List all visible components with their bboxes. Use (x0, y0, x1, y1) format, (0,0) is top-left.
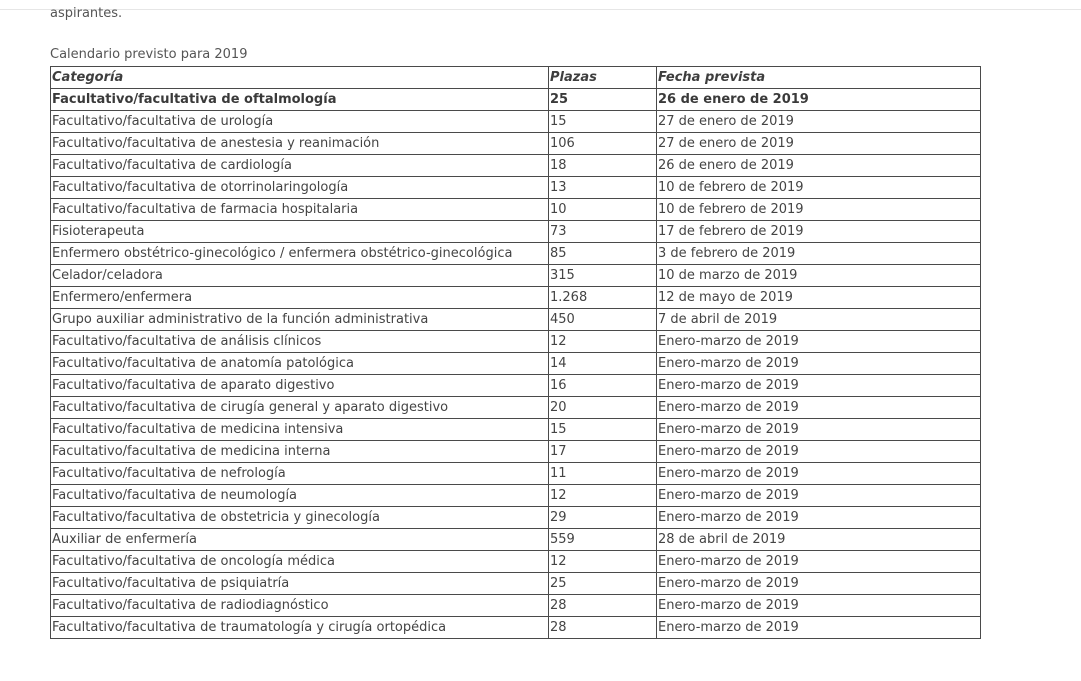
cell-categoria: Facultativo/facultativa de medicina interna (51, 441, 549, 463)
cell-fecha: 7 de abril de 2019 (657, 309, 981, 331)
cell-fecha: 28 de abril de 2019 (657, 529, 981, 551)
table-row (51, 133, 981, 155)
cell-categoria: Enfermero obstétrico-ginecológico / enfermera obstétrico-ginecológica (51, 243, 549, 265)
cell-fecha: Enero-marzo de 2019 (657, 507, 981, 529)
cell-categoria: Facultativo/facultativa de anestesia y reanimación (51, 133, 549, 155)
cell-categoria: Facultativo/facultativa de obstetricia y ginecología (51, 507, 549, 529)
cell-fecha: Enero-marzo de 2019 (657, 419, 981, 441)
table-row (51, 243, 981, 265)
cell-categoria: Facultativo/facultativa de nefrología (51, 463, 549, 485)
cell-categoria: Facultativo/facultativa de aparato digestivo (51, 375, 549, 397)
cell-plazas: 12 (549, 331, 657, 353)
cell-categoria: Facultativo/facultativa de traumatología y cirugía ortopédica (51, 617, 549, 639)
table-row (51, 375, 981, 397)
cell-plazas: 11 (549, 463, 657, 485)
cell-categoria: Facultativo/facultativa de neumología (51, 485, 549, 507)
cell-fecha: 10 de febrero de 2019 (657, 199, 981, 221)
cell-fecha: 12 de mayo de 2019 (657, 287, 981, 309)
cell-plazas: 28 (549, 595, 657, 617)
header-categoria: Categoría (51, 67, 549, 89)
table-row (51, 573, 981, 595)
cell-categoria: Facultativo/facultativa de psiquiatría (51, 573, 549, 595)
cell-plazas: 559 (549, 529, 657, 551)
table-row (51, 441, 981, 463)
cell-categoria: Facultativo/facultativa de urología (51, 111, 549, 133)
table-row (51, 331, 981, 353)
cell-plazas: 28 (549, 617, 657, 639)
table-caption: Calendario previsto para 2019 (50, 47, 248, 62)
header-plazas: Plazas (549, 67, 657, 89)
cell-plazas: 25 (549, 573, 657, 595)
cell-plazas: 106 (549, 133, 657, 155)
cell-fecha: 17 de febrero de 2019 (657, 221, 981, 243)
cell-plazas: 315 (549, 265, 657, 287)
cell-plazas: 12 (549, 551, 657, 573)
cell-fecha: Enero-marzo de 2019 (657, 397, 981, 419)
cell-plazas: 25 (549, 89, 657, 111)
cell-plazas: 1.268 (549, 287, 657, 309)
cell-plazas: 16 (549, 375, 657, 397)
table-row (51, 419, 981, 441)
cell-categoria: Facultativo/facultativa de análisis clínicos (51, 331, 549, 353)
cell-plazas: 18 (549, 155, 657, 177)
cell-categoria: Facultativo/facultativa de otorrinolaringología (51, 177, 549, 199)
table-row (51, 617, 981, 639)
cell-fecha: Enero-marzo de 2019 (657, 485, 981, 507)
intro-text-tail: aspirantes. (50, 6, 123, 21)
cell-plazas: 10 (549, 199, 657, 221)
cell-plazas: 450 (549, 309, 657, 331)
cell-fecha: Enero-marzo de 2019 (657, 573, 981, 595)
table-body (51, 89, 981, 639)
calendar-table (50, 66, 981, 639)
table-row (51, 199, 981, 221)
cell-fecha: 10 de marzo de 2019 (657, 265, 981, 287)
cell-fecha: Enero-marzo de 2019 (657, 595, 981, 617)
top-divider (0, 9, 1081, 10)
cell-plazas: 12 (549, 485, 657, 507)
cell-fecha: 26 de enero de 2019 (657, 89, 981, 111)
cell-categoria: Facultativo/facultativa de oncología médica (51, 551, 549, 573)
cell-plazas: 20 (549, 397, 657, 419)
table-row (51, 353, 981, 375)
cell-fecha: 10 de febrero de 2019 (657, 177, 981, 199)
table-row (51, 89, 981, 111)
table-row (51, 485, 981, 507)
table-row (51, 397, 981, 419)
header-fecha-prevista: Fecha prevista (657, 67, 981, 89)
table-row (51, 595, 981, 617)
table-header-row (51, 67, 981, 89)
table-row (51, 529, 981, 551)
table-row (51, 155, 981, 177)
cell-plazas: 15 (549, 111, 657, 133)
table-row (51, 111, 981, 133)
cell-categoria: Enfermero/enfermera (51, 287, 549, 309)
cell-fecha: Enero-marzo de 2019 (657, 551, 981, 573)
cell-fecha: Enero-marzo de 2019 (657, 441, 981, 463)
cell-plazas: 85 (549, 243, 657, 265)
cell-fecha: 27 de enero de 2019 (657, 111, 981, 133)
table-row (51, 507, 981, 529)
cell-categoria: Facultativo/facultativa de oftalmología (51, 89, 549, 111)
cell-fecha: Enero-marzo de 2019 (657, 463, 981, 485)
cell-categoria: Facultativo/facultativa de cirugía general y aparato digestivo (51, 397, 549, 419)
table-row (51, 309, 981, 331)
table-row (51, 287, 981, 309)
table-row (51, 177, 981, 199)
cell-categoria: Grupo auxiliar administrativo de la función administrativa (51, 309, 549, 331)
cell-categoria: Celador/celadora (51, 265, 549, 287)
cell-fecha: Enero-marzo de 2019 (657, 331, 981, 353)
cell-plazas: 15 (549, 419, 657, 441)
cell-fecha: Enero-marzo de 2019 (657, 617, 981, 639)
table-row (51, 551, 981, 573)
cell-fecha: Enero-marzo de 2019 (657, 375, 981, 397)
cell-fecha: 26 de enero de 2019 (657, 155, 981, 177)
cell-categoria: Facultativo/facultativa de anatomía patológica (51, 353, 549, 375)
table-row (51, 265, 981, 287)
cell-plazas: 14 (549, 353, 657, 375)
table-row (51, 463, 981, 485)
cell-categoria: Facultativo/facultativa de farmacia hospitalaria (51, 199, 549, 221)
cell-fecha: Enero-marzo de 2019 (657, 353, 981, 375)
table-row (51, 221, 981, 243)
cell-plazas: 73 (549, 221, 657, 243)
cell-plazas: 13 (549, 177, 657, 199)
cell-categoria: Facultativo/facultativa de radiodiagnóstico (51, 595, 549, 617)
cell-categoria: Facultativo/facultativa de cardiología (51, 155, 549, 177)
cell-categoria: Facultativo/facultativa de medicina intensiva (51, 419, 549, 441)
cell-plazas: 29 (549, 507, 657, 529)
cell-categoria: Fisioterapeuta (51, 221, 549, 243)
cell-plazas: 17 (549, 441, 657, 463)
cell-fecha: 27 de enero de 2019 (657, 133, 981, 155)
cell-fecha: 3 de febrero de 2019 (657, 243, 981, 265)
cell-categoria: Auxiliar de enfermería (51, 529, 549, 551)
